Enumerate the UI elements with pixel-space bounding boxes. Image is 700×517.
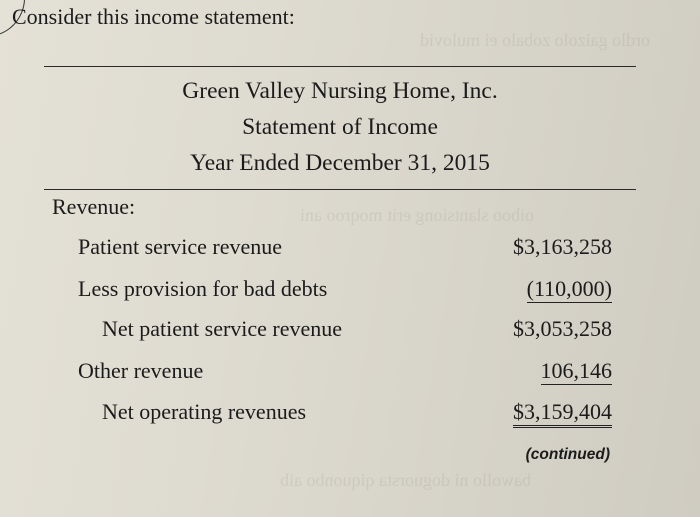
revenue-section-label: Revenue:	[52, 194, 136, 219]
row-amount-net-operating-revenues: $3,159,404	[513, 399, 612, 425]
row-label-other-revenue: Other revenue	[78, 358, 204, 383]
row-amount-bad-debts: (110,000)	[526, 276, 612, 301]
bleed-through-text: ordlo gaizolo zobalo ei mulovid	[420, 30, 650, 50]
row-label-patient-service-revenue: Patient service revenue	[78, 234, 283, 259]
top-rule	[44, 66, 636, 67]
bleed-through-text: bawollo ni doguorsta qiquonbo aib	[280, 470, 531, 490]
statement-title: Statement of Income	[242, 114, 438, 140]
row-amount-net-patient-service-revenue: $3,053,258	[513, 316, 612, 341]
statement-period: Year Ended December 31, 2015	[190, 150, 490, 176]
row-amount-patient-service-revenue: $3,163,258	[513, 234, 612, 259]
header-rule	[44, 189, 636, 190]
row-amount-other-revenue: 106,146	[540, 358, 612, 383]
question-prompt: Consider this income statement:	[12, 4, 295, 29]
bleed-through-text: oiboo slantsiong erit moqroo ani	[300, 205, 534, 225]
row-label-net-operating-revenues: Net operating revenues	[102, 399, 307, 424]
row-label-net-patient-service-revenue: Net patient service revenue	[102, 316, 343, 341]
company-name: Green Valley Nursing Home, Inc.	[182, 78, 498, 104]
continued-note: (continued)	[525, 446, 610, 463]
row-label-bad-debts: Less provision for bad debts	[78, 276, 328, 301]
